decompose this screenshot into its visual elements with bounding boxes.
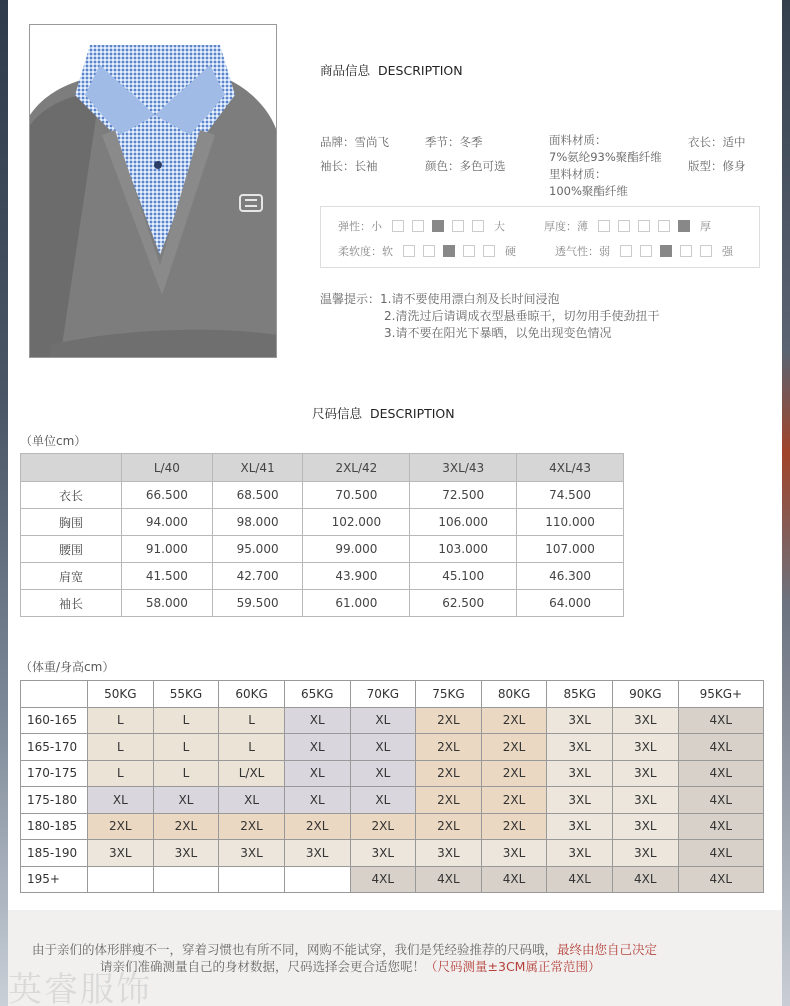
fit-table-size-cell: 2XL — [481, 787, 547, 814]
fit-table-row — [21, 866, 764, 893]
size-table-header-cell: L/40 — [122, 454, 213, 482]
size-table-cell: 41.500 — [122, 563, 213, 590]
fit-table-weight-header: 95KG+ — [678, 681, 763, 708]
fit-table-size-cell: 3XL — [153, 840, 219, 867]
fit-table-size-cell — [219, 866, 285, 893]
scale-elasticity-label: 弹性：小 — [338, 220, 382, 233]
size-table-row — [21, 563, 624, 590]
left-edge-decoration — [0, 0, 8, 1006]
size-info-title-cn: 尺码信息 — [312, 406, 363, 421]
size-table-cell: 94.000 — [122, 509, 213, 536]
fit-table-size-cell: 3XL — [416, 840, 482, 867]
fit-table-size-cell: 4XL — [678, 787, 763, 814]
scale-square — [680, 245, 692, 257]
size-table-cell: 72.500 — [410, 482, 517, 509]
fit-table-weight-header: 60KG — [219, 681, 285, 708]
fit-table-weight-header: 50KG — [88, 681, 154, 708]
size-table-cell: 64.000 — [517, 590, 624, 617]
size-table-cell: 68.500 — [212, 482, 303, 509]
scale-thickness — [544, 218, 711, 234]
size-table-cell: 61.000 — [303, 590, 410, 617]
scale-square — [638, 220, 650, 232]
fit-table-height-label: 185-190 — [21, 840, 88, 867]
fit-table-corner — [21, 681, 88, 708]
tip-2: 2.清洗过后请调成衣型悬垂晾干，切勿用手使劲扭干 — [384, 309, 660, 323]
fit-table-size-cell: XL — [219, 787, 285, 814]
scale-square — [443, 245, 455, 257]
attr-lining-value: 100%聚酯纤维 — [549, 184, 628, 198]
fit-table-size-cell: L — [88, 760, 154, 787]
fit-table-weight-header: 55KG — [153, 681, 219, 708]
size-table-row — [21, 509, 624, 536]
scale-thickness-label: 厚度：薄 — [544, 220, 588, 233]
fit-table-size-cell — [88, 866, 154, 893]
attr-season: 季节：冬季 — [425, 135, 483, 149]
fit-table-size-cell: XL — [350, 707, 416, 734]
fit-table-size-cell: 3XL — [88, 840, 154, 867]
size-unit-label: （单位cm） — [20, 434, 87, 448]
fit-table-size-cell: 4XL — [678, 760, 763, 787]
fit-table-size-cell: 3XL — [613, 707, 679, 734]
fit-table-size-cell: L — [219, 707, 285, 734]
scale-square — [432, 220, 444, 232]
fit-table-size-cell: 3XL — [613, 734, 679, 761]
fit-table-weight-header: 75KG — [416, 681, 482, 708]
fit-table-size-cell: 3XL — [547, 707, 613, 734]
fit-chart-table — [20, 680, 764, 893]
fit-table-row — [21, 760, 764, 787]
tips-label: 温馨提示： — [320, 292, 381, 306]
fit-table-size-cell: 4XL — [678, 707, 763, 734]
fit-table-size-cell: 3XL — [547, 813, 613, 840]
attr-lining-label: 里料材质： — [549, 167, 607, 181]
fit-table-size-cell: XL — [284, 760, 350, 787]
note-line-1 — [32, 940, 657, 958]
size-table-row-label: 袖长 — [21, 590, 122, 617]
fit-table-size-cell: 4XL — [678, 866, 763, 893]
fit-table-height-label: 160-165 — [21, 707, 88, 734]
attr-sleeve: 袖长：长袖 — [320, 159, 378, 173]
fit-table-size-cell: 2XL — [219, 813, 285, 840]
size-table-row-label: 肩宽 — [21, 563, 122, 590]
note-line-1-text: 由于亲们的体形胖瘦不一，穿着习惯也有所不同，网购不能试穿，我们是凭经验推荐的尺码哦， — [32, 942, 558, 957]
fit-table-size-cell: L — [219, 734, 285, 761]
scale-elasticity-end: 大 — [494, 220, 505, 233]
size-table-cell: 74.500 — [517, 482, 624, 509]
fit-table-size-cell: 2XL — [481, 707, 547, 734]
attr-fit: 版型：修身 — [688, 159, 746, 173]
scale-square — [392, 220, 404, 232]
scale-softness — [338, 243, 516, 259]
size-table-row-label: 衣长 — [21, 482, 122, 509]
size-table-cell: 91.000 — [122, 536, 213, 563]
fit-table-size-cell: 2XL — [416, 787, 482, 814]
fit-table-size-cell: L — [88, 707, 154, 734]
scale-square — [472, 220, 484, 232]
fit-table-size-cell: XL — [350, 760, 416, 787]
fit-table-size-cell: 2XL — [416, 760, 482, 787]
product-info-title-cn: 商品信息 — [320, 63, 371, 78]
fit-table-weight-header: 90KG — [613, 681, 679, 708]
size-table-header-cell: 4XL/43 — [517, 454, 624, 482]
fit-table-row — [21, 840, 764, 867]
note-line-2-text: 请亲们准确测量自己的身材数据，尺码选择会更合适您呢！ — [100, 959, 426, 974]
scale-square — [678, 220, 690, 232]
fit-table-size-cell: 2XL — [88, 813, 154, 840]
fit-table-size-cell: 2XL — [284, 813, 350, 840]
fit-table-height-label: 180-185 — [21, 813, 88, 840]
product-info-title — [320, 61, 463, 79]
size-table-cell: 99.000 — [303, 536, 410, 563]
fit-table-size-cell: 4XL — [613, 866, 679, 893]
fit-table-size-cell: L — [153, 707, 219, 734]
scale-square — [660, 245, 672, 257]
fit-table-weight-header: 80KG — [481, 681, 547, 708]
fit-table-header-row — [21, 681, 764, 708]
fit-table-size-cell: 2XL — [481, 813, 547, 840]
fit-table-size-cell: 3XL — [613, 840, 679, 867]
fit-unit-label: （体重/身高cm） — [20, 660, 115, 674]
fit-table-size-cell: 3XL — [613, 813, 679, 840]
scale-square — [620, 245, 632, 257]
tip-3: 3.请不要在阳光下暴晒，以免出现变色情况 — [384, 326, 612, 340]
scale-square — [618, 220, 630, 232]
tip-1: 1.请不要使用漂白剂及长时间浸泡 — [380, 292, 560, 306]
size-table-cell: 110.000 — [517, 509, 624, 536]
fit-table-size-cell: 4XL — [678, 734, 763, 761]
scale-elasticity — [338, 218, 505, 234]
scale-square — [412, 220, 424, 232]
fit-table-size-cell: 3XL — [547, 787, 613, 814]
size-info-title-en: DESCRIPTION — [370, 406, 455, 421]
scale-square — [463, 245, 475, 257]
fit-table-row — [21, 707, 764, 734]
fit-table-size-cell: L — [153, 760, 219, 787]
scale-softness-label: 柔软度：软 — [338, 245, 393, 258]
size-table-header-cell — [21, 454, 122, 482]
fit-table-size-cell: 2XL — [350, 813, 416, 840]
fit-table-size-cell: L — [153, 734, 219, 761]
attr-brand: 品牌：雪尚飞 — [320, 135, 389, 149]
fit-table-height-label: 175-180 — [21, 787, 88, 814]
fit-table-size-cell: XL — [88, 787, 154, 814]
size-table-cell: 106.000 — [410, 509, 517, 536]
fit-table-size-cell: L — [88, 734, 154, 761]
product-photo — [29, 24, 277, 358]
size-info-title — [312, 404, 455, 422]
fit-table-size-cell: 2XL — [481, 760, 547, 787]
scale-square — [403, 245, 415, 257]
fit-table-size-cell: 2XL — [481, 734, 547, 761]
fit-table-size-cell: XL — [284, 734, 350, 761]
size-table-cell: 103.000 — [410, 536, 517, 563]
size-table-cell: 66.500 — [122, 482, 213, 509]
fit-table-size-cell: 3XL — [547, 734, 613, 761]
fit-table-size-cell: 4XL — [481, 866, 547, 893]
size-table-row-label: 腰围 — [21, 536, 122, 563]
fit-table-size-cell: 4XL — [678, 840, 763, 867]
fit-table-size-cell: 3XL — [481, 840, 547, 867]
size-table-cell: 98.000 — [212, 509, 303, 536]
fit-table-size-cell: L/XL — [219, 760, 285, 787]
fit-table-size-cell: 3XL — [284, 840, 350, 867]
size-table-row — [21, 482, 624, 509]
scale-square — [700, 245, 712, 257]
scale-square — [452, 220, 464, 232]
fit-table-height-label: 165-170 — [21, 734, 88, 761]
fit-table-size-cell: 3XL — [613, 760, 679, 787]
size-table-row — [21, 536, 624, 563]
fit-table-size-cell: XL — [350, 734, 416, 761]
size-table — [20, 453, 624, 617]
fit-table-size-cell: 3XL — [350, 840, 416, 867]
fit-table-row — [21, 813, 764, 840]
scale-softness-end: 硬 — [505, 245, 516, 258]
product-info-title-en: DESCRIPTION — [378, 63, 463, 78]
note-line-1-highlight: 最终由您自己决定 — [557, 942, 658, 957]
size-table-cell: 58.000 — [122, 590, 213, 617]
size-table-cell: 42.700 — [212, 563, 303, 590]
fit-table-size-cell: 2XL — [416, 734, 482, 761]
size-table-cell: 62.500 — [410, 590, 517, 617]
fit-table-size-cell: 3XL — [547, 840, 613, 867]
scale-square — [658, 220, 670, 232]
scale-square — [483, 245, 495, 257]
fit-table-size-cell: XL — [350, 787, 416, 814]
fit-table-size-cell: 3XL — [613, 787, 679, 814]
fit-table-size-cell: XL — [284, 787, 350, 814]
size-table-cell: 107.000 — [517, 536, 624, 563]
fit-table-height-label: 170-175 — [21, 760, 88, 787]
size-table-cell: 102.000 — [303, 509, 410, 536]
scale-square — [640, 245, 652, 257]
fit-table-size-cell — [153, 866, 219, 893]
fit-table-weight-header: 70KG — [350, 681, 416, 708]
fit-table-size-cell: 2XL — [416, 707, 482, 734]
fit-table-size-cell: 2XL — [416, 813, 482, 840]
size-table-cell: 70.500 — [303, 482, 410, 509]
size-table-cell: 46.300 — [517, 563, 624, 590]
size-table-cell: 59.500 — [212, 590, 303, 617]
size-table-header-cell: 3XL/43 — [410, 454, 517, 482]
scale-breathability-label: 透气性：弱 — [555, 245, 610, 258]
note-line-2-highlight: （尺码测量±3CM属正常范围） — [425, 959, 601, 974]
size-table-row — [21, 590, 624, 617]
fit-table-size-cell: 4XL — [678, 813, 763, 840]
fit-table-weight-header: 65KG — [284, 681, 350, 708]
right-edge-decoration — [782, 0, 790, 1006]
fit-table-size-cell: 3XL — [219, 840, 285, 867]
fit-table-size-cell: 2XL — [153, 813, 219, 840]
size-table-header-cell: 2XL/42 — [303, 454, 410, 482]
attr-color: 颜色：多色可选 — [425, 159, 506, 173]
attr-length: 衣长：适中 — [688, 135, 746, 149]
fit-table-size-cell: 4XL — [547, 866, 613, 893]
watermark: 英睿服饰 — [8, 970, 152, 1006]
scale-breathability — [555, 243, 733, 259]
size-table-cell: 45.100 — [410, 563, 517, 590]
fit-table-row — [21, 787, 764, 814]
attr-fabric-label: 面料材质： — [549, 133, 607, 147]
fit-table-size-cell: 4XL — [350, 866, 416, 893]
fit-table-height-label: 195+ — [21, 866, 88, 893]
scale-square — [423, 245, 435, 257]
fit-table-size-cell: XL — [284, 707, 350, 734]
size-table-cell: 95.000 — [212, 536, 303, 563]
sweater-illustration — [30, 25, 277, 358]
fit-table-size-cell: 4XL — [416, 866, 482, 893]
size-table-header-cell: XL/41 — [212, 454, 303, 482]
size-table-row-label: 胸围 — [21, 509, 122, 536]
scale-breathability-end: 强 — [722, 245, 733, 258]
fit-table-weight-header: 85KG — [547, 681, 613, 708]
fit-table-size-cell: XL — [153, 787, 219, 814]
fit-table-row — [21, 734, 764, 761]
note-line-2 — [100, 957, 600, 975]
size-table-header-row — [21, 454, 624, 482]
scale-thickness-end: 厚 — [700, 220, 711, 233]
size-table-cell: 43.900 — [303, 563, 410, 590]
fit-table-size-cell — [284, 866, 350, 893]
care-tips — [320, 291, 659, 342]
scale-square — [598, 220, 610, 232]
fit-table-size-cell: 3XL — [547, 760, 613, 787]
attr-fabric-value: 7%氨纶93%聚酯纤维 — [549, 150, 662, 164]
